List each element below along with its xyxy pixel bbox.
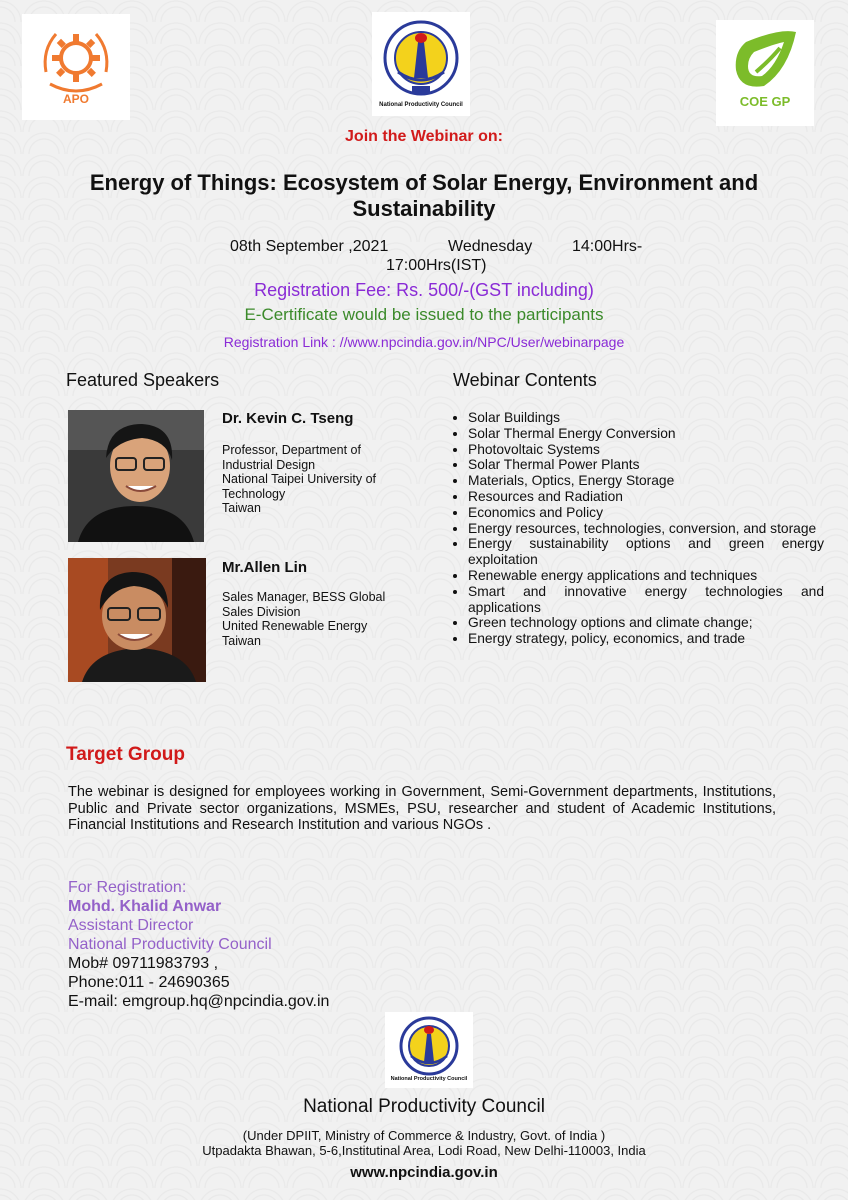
speaker-photo-kevin-tseng <box>68 410 204 542</box>
list-item: • Smart and innovative energy technologies and applications <box>468 584 824 616</box>
footer-org-name: National Productivity Council <box>303 1096 545 1117</box>
leaf-icon <box>716 20 814 126</box>
apo-logo-text: APO <box>62 92 89 106</box>
apo-logo <box>22 14 130 120</box>
registration-fee: Registration Fee: Rs. 500/-(GST including) <box>254 280 594 300</box>
join-webinar-heading: Join the Webinar on: <box>345 128 503 145</box>
registration-label: For Registration: <box>68 879 187 896</box>
speaker-desc-line: Industrial Design <box>222 457 316 472</box>
speaker-desc-1 <box>222 443 422 516</box>
npc-logo-top <box>372 12 470 116</box>
event-date: 08th September ,2021 <box>230 238 389 255</box>
contact-name: Mohd. Khalid Anwar <box>68 898 222 915</box>
featured-speakers-heading: Featured Speakers <box>66 370 220 390</box>
event-title: Energy of Things: Ecosystem of Solar Energy, Environment and Sustainability <box>89 170 759 221</box>
list-item: • Energy sustainability options and green energy exploitation <box>468 536 824 568</box>
list-item: • Resources and Radiation <box>468 489 824 505</box>
speaker-name-2: Mr.Allen Lin <box>222 559 308 576</box>
contact-mobile: Mob# 09711983793 , <box>68 955 219 972</box>
speaker-desc-line: Sales Division <box>222 604 301 619</box>
npc-seal-icon <box>372 12 470 116</box>
registration-link[interactable]: Registration Link : //www.npcindia.gov.in/NPC/User/webinarpage <box>223 334 625 350</box>
footer-line-1: (Under DPIIT, Ministry of Commerce & Industry, Govt. of India ) <box>242 1128 606 1143</box>
contact-org: National Productivity Council <box>68 936 272 953</box>
footer-line-2: Utpadakta Bhawan, 5-6,Institutinal Area, Lodi Road, New Delhi-110003, India <box>202 1143 646 1158</box>
speaker-desc-line: Taiwan <box>222 633 261 648</box>
webinar-contents-list <box>450 410 824 647</box>
speaker-desc-line: United Renewable Energy <box>222 619 368 633</box>
speaker-desc-line: Taiwan <box>222 501 261 515</box>
registration-contact <box>68 878 329 1011</box>
coe-gp-logo <box>716 20 814 126</box>
event-time-start: 14:00Hrs- <box>572 238 643 255</box>
list-item: • Photovoltaic Systems <box>468 442 824 458</box>
person-avatar-icon <box>68 410 204 542</box>
certificate-note: E-Certificate would be issued to the participants <box>244 305 604 324</box>
list-item: • Renewable energy applications and techniques <box>468 568 824 584</box>
list-item: • Green technology options and climate change; <box>468 615 824 631</box>
speaker-name-1: Dr. Kevin C. Tseng <box>222 410 354 427</box>
contact-phone: Phone:011 - 24690365 <box>68 974 230 991</box>
target-group-heading: Target Group <box>66 744 185 765</box>
speaker-desc-line: Technology <box>222 486 286 501</box>
speaker-desc-line: Sales Manager, BESS Global <box>222 590 386 604</box>
speaker-desc-line: National Taipei University of <box>222 472 377 486</box>
speaker-photo-allen-lin <box>68 558 206 682</box>
list-item: • Solar Thermal Power Plants <box>468 457 824 473</box>
list-item: • Materials, Optics, Energy Storage <box>468 473 824 489</box>
list-item: • Solar Thermal Energy Conversion <box>468 426 824 442</box>
list-item: • Solar Buildings <box>468 410 824 426</box>
coe-gp-logo-text: COE GP <box>739 94 791 109</box>
target-group-text: The webinar is designed for employees working in Government, Semi-Government departments, Institutions, Public and Private sector organizations, MSMEs, PSU, researcher and student of Academic Institutions, Financial Institutions and Research Institution and various NGOs . <box>68 784 776 833</box>
event-time-end: 17:00Hrs(IST) <box>386 257 487 274</box>
npc-logo-caption: National Productivity Council <box>379 102 463 108</box>
webinar-contents-heading: Webinar Contents <box>453 370 597 390</box>
list-item: • Economics and Policy <box>468 505 824 521</box>
footer-website-link[interactable]: www.npcindia.gov.in <box>350 1164 498 1181</box>
list-item: • Energy strategy, policy, economics, and trade <box>468 631 824 647</box>
contact-designation: Assistant Director <box>68 917 194 934</box>
footer-address <box>0 1128 848 1158</box>
event-day: Wednesday <box>448 238 533 255</box>
list-item: • Energy resources, technologies, conversion, and storage <box>468 521 824 537</box>
npc-logo-bottom <box>385 1012 473 1088</box>
person-avatar-icon <box>68 558 206 682</box>
speaker-desc-line: Professor, Department of <box>222 443 361 457</box>
npc-logo-caption: National Productivity Council <box>390 1076 468 1082</box>
speaker-desc-2 <box>222 590 422 648</box>
contact-email[interactable]: E-mail: emgroup.hq@npcindia.gov.in <box>68 993 330 1010</box>
